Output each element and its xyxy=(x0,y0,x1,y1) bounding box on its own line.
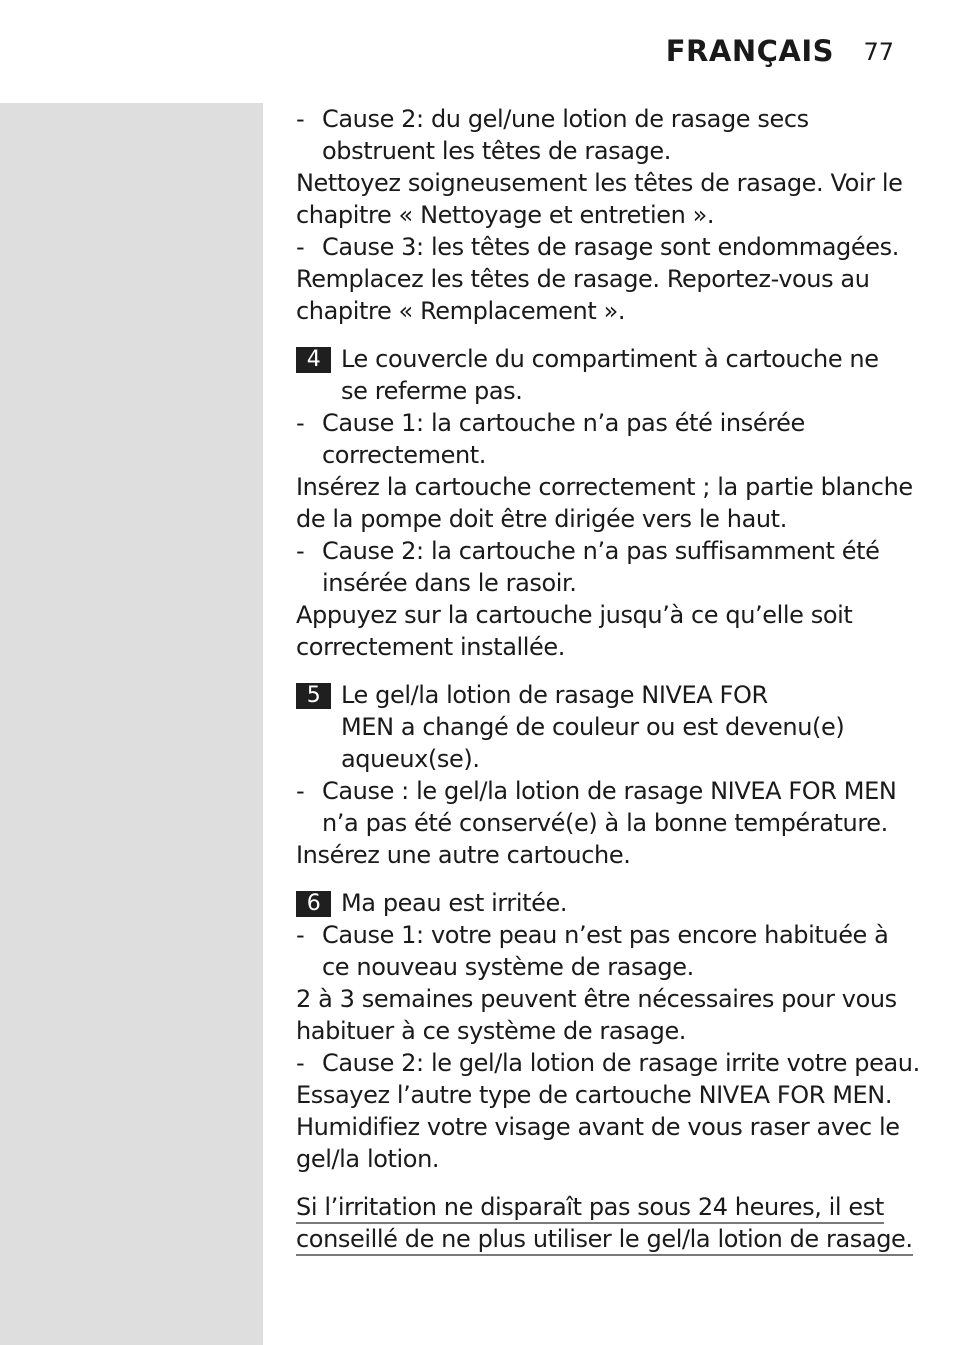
list-item: - Cause 1: la cartouche n’a pas été insérée xyxy=(296,409,805,437)
dash-bullet: - xyxy=(296,537,305,565)
dash-bullet: - xyxy=(296,105,305,133)
list-item: - Cause 2: la cartouche n’a pas suffisamment été xyxy=(296,537,880,565)
main-content xyxy=(296,103,920,1255)
page-number: 77 xyxy=(863,38,894,66)
step-heading-continuation: MEN a changé de couleur ou est devenu(e) xyxy=(341,713,845,741)
step-heading-continuation: se referme pas. xyxy=(341,377,523,405)
paragraph-line: correctement installée. xyxy=(296,633,565,661)
step-heading-4: 4 Le couvercle du compartiment à cartouche ne xyxy=(296,343,906,375)
step-number-badge: 5 xyxy=(296,683,331,709)
list-item-continuation: correctement. xyxy=(322,441,486,469)
list-item-continuation: insérée dans le rasoir. xyxy=(322,569,577,597)
list-item-continuation: ce nouveau système de rasage. xyxy=(322,953,694,981)
language-header: FRANÇAIS xyxy=(665,34,834,68)
paragraph-line: chapitre « Nettoyage et entretien ». xyxy=(296,201,715,229)
dash-bullet: - xyxy=(296,233,305,261)
paragraph-line: Nettoyez soigneusement les têtes de rasage. Voir le xyxy=(296,169,903,197)
list-item: - Cause 3: les têtes de rasage sont endommagées. xyxy=(296,233,899,261)
list-item: - Cause : le gel/la lotion de rasage NIVEA FOR MEN xyxy=(296,777,897,805)
step-number-badge: 4 xyxy=(296,347,331,373)
dash-bullet: - xyxy=(296,777,305,805)
dash-bullet: - xyxy=(296,921,305,949)
paragraph-line: Insérez une autre cartouche. xyxy=(296,841,631,869)
list-item: - Cause 1: votre peau n’est pas encore habituée à xyxy=(296,921,889,949)
step-heading-6: 6 Ma peau est irritée. xyxy=(296,887,906,919)
warning-line: conseillé de ne plus utiliser le gel/la lotion de rasage. xyxy=(296,1223,906,1255)
step-heading-5: 5 Le gel/la lotion de rasage NIVEA FOR xyxy=(296,679,906,711)
paragraph-line: gel/la lotion. xyxy=(296,1145,440,1173)
paragraph-line: 2 à 3 semaines peuvent être nécessaires pour vous xyxy=(296,985,897,1013)
paragraph-line: de la pompe doit être dirigée vers le haut. xyxy=(296,505,787,533)
list-item-continuation: obstruent les têtes de rasage. xyxy=(322,137,672,165)
list-item: - Cause 2: le gel/la lotion de rasage irrite votre peau. xyxy=(296,1049,920,1077)
warning-line: Si l’irritation ne disparaît pas sous 24 heures, il est xyxy=(296,1191,906,1223)
paragraph-line: Remplacez les têtes de rasage. Reportez-vous au xyxy=(296,265,870,293)
paragraph-line: habituer à ce système de rasage. xyxy=(296,1017,687,1045)
paragraph-line: chapitre « Remplacement ». xyxy=(296,297,626,325)
step-number-badge: 6 xyxy=(296,891,331,917)
paragraph-line: Insérez la cartouche correctement ; la partie blanche xyxy=(296,473,913,501)
paragraph-line: Essayez l’autre type de cartouche NIVEA FOR MEN. xyxy=(296,1081,893,1109)
dash-bullet: - xyxy=(296,409,305,437)
list-item-continuation: n’a pas été conservé(e) à la bonne température. xyxy=(322,809,888,837)
list-item: - Cause 2: du gel/une lotion de rasage secs xyxy=(296,105,809,133)
paragraph-line: Humidifiez votre visage avant de vous raser avec le xyxy=(296,1113,900,1141)
paragraph-line: Appuyez sur la cartouche jusqu’à ce qu’elle soit xyxy=(296,601,853,629)
dash-bullet: - xyxy=(296,1049,305,1077)
sidebar-band xyxy=(0,103,263,1345)
step-heading-continuation: aqueux(se). xyxy=(341,745,480,773)
